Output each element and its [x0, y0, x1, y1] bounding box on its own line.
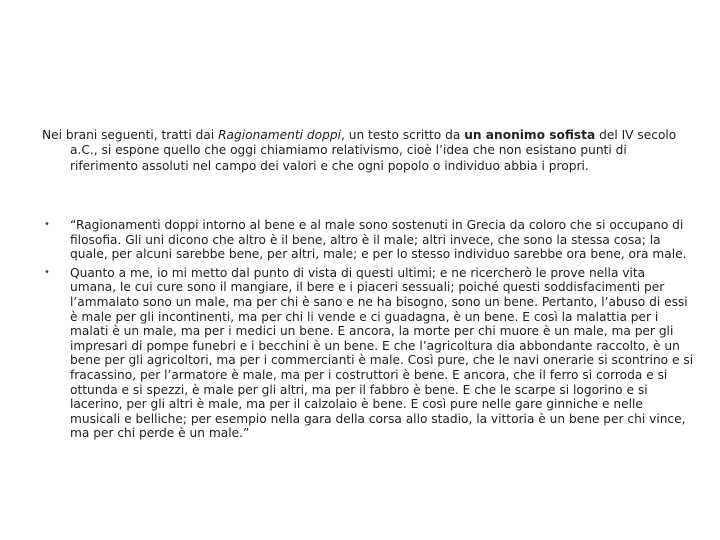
bullet-text: Quanto a me, io mi metto dal punto di vista di questi ultimi; e ne ricercherò le prove nella vita umana, le cui cure sono il mangiare, il bere e i piaceri sessuali; poiché questi soddisfacimenti per l’ammalato sono un male, ma per chi è sano e ne ha bisogno, sono un bene. Pertanto, l’abuso di essi è male per gli incontinenti, ma per chi li vende e ci guadagna, è un bene. E così la malattia per i malati è un male, ma per i medici un bene. E ancora, la morte per chi muore è un male, ma per gli impresari di pompe funebri e i becchini è un bene. E che l’agricoltura dia abbondante raccolto, è un bene per gli agricoltori, ma per i commercianti è male. Così pure, che le navi onerarie si scontrino e si fracassino, per l’armatore è male, ma per i costruttori è bene. E ancora, che il ferro si corroda e si ottunda e si spezzi, è male per gli altri, ma per il fabbro è bene. E che le scarpe si logorino e si lacerino, per gli altri è male, ma per il calzolaio è bene. E così pure nelle gare ginniche e nelle musicali e belliche; per esempio nella gara della corsa allo stadio, la vittoria è un bene per chi vince, ma per chi perde è un male.”	[70, 265, 694, 441]
intro-text	[42, 128, 692, 174]
intro-before: Nei brani seguenti, tratti dai	[42, 128, 219, 142]
intro-middle: , un testo scritto da	[340, 128, 465, 142]
intro-paragraph	[42, 128, 692, 174]
bullet-item	[44, 266, 694, 441]
author-name: un anonimo sofista	[464, 128, 596, 142]
intro-after: del IV secolo a.C., si espone quello che oggi chiamiamo relativismo, cioè l’idea che non esistano punti di riferimento assoluti nel campo dei valori e che ogni popolo o individuo abbia i propri.	[70, 128, 677, 173]
bullet-text: “Ragionamenti doppi intorno al bene e al male sono sostenuti in Grecia da coloro che si occupano di filosofia. Gli uni dicono che altro è il bene, altro è il male; altri invece, che sono la stessa cosa; la quale, per alcuni sarebbe bene, per altri, male; e per lo stesso individuo sarebbe ora bene, ora male.	[70, 218, 687, 262]
work-title: Ragionamenti doppi	[218, 128, 341, 142]
bullet-marker: •	[44, 266, 50, 278]
bullet-marker: •	[44, 219, 50, 230]
bullet-item	[44, 218, 694, 262]
quote-bullet-list	[44, 218, 694, 445]
